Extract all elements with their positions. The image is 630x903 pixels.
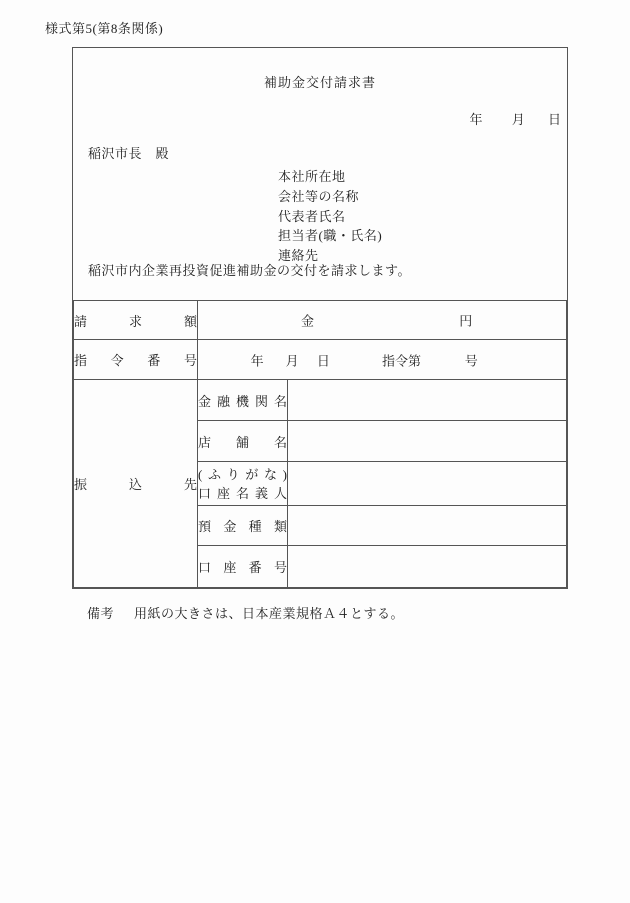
date-line <box>73 112 567 127</box>
field-representative-name: 代表者氏名 <box>278 208 346 224</box>
branch-name-value-cell <box>288 421 567 462</box>
deposit-type-label: 預金種類 <box>198 506 288 546</box>
account-holder-name-label: 口座名義人 <box>198 485 287 501</box>
account-holder-label <box>198 462 288 506</box>
directive-month-label: 月 <box>285 353 299 368</box>
transfer-destination-label: 振込先 <box>74 380 198 588</box>
remarks-label: 備考 <box>87 606 115 621</box>
directive-number-row <box>74 340 567 380</box>
date-day-label: 日 <box>547 112 561 127</box>
directive-day-label: 日 <box>316 353 330 368</box>
directive-suffix-label: 号 <box>464 353 478 368</box>
directive-number-label: 指令番号 <box>74 340 198 380</box>
request-amount-value-cell <box>198 301 567 340</box>
directive-prefix-label: 指令第 <box>382 353 422 368</box>
remarks-text: 用紙の大きさは、日本産業規格Ａ４とする。 <box>134 606 405 621</box>
directive-number-content <box>198 340 566 379</box>
account-number-value-cell <box>288 546 567 588</box>
document-title: 補助金交付請求書 <box>263 75 376 90</box>
request-amount-label: 請求額 <box>74 301 198 340</box>
applicant-fields <box>278 167 382 266</box>
request-amount-content <box>198 301 566 339</box>
directive-number-value-cell <box>198 340 567 380</box>
amount-prefix-label: 金 <box>301 313 315 329</box>
claim-table <box>73 300 567 588</box>
directive-year-label: 年 <box>250 353 264 368</box>
field-head-office-address: 本社所在地 <box>278 169 346 184</box>
bank-name-label: 金融機関名 <box>198 380 288 421</box>
branch-name-label: 店舗名 <box>198 421 288 462</box>
form-header <box>73 48 567 300</box>
field-contact-info: 連絡先 <box>278 248 319 264</box>
deposit-type-value-cell <box>288 506 567 546</box>
furigana-label: (ふりがな) <box>198 466 287 482</box>
remarks-note <box>87 606 404 621</box>
bank-name-row <box>74 380 567 421</box>
amount-unit-label: 円 <box>459 313 473 329</box>
field-contact-person: 担当者(職・氏名) <box>278 228 383 244</box>
form-frame <box>72 47 568 589</box>
account-number-label: 口座番号 <box>198 546 288 588</box>
request-amount-row <box>74 301 567 340</box>
date-month-label: 月 <box>511 112 525 127</box>
account-holder-value-cell <box>288 462 567 506</box>
request-statement: 稲沢市内企業再投資促進補助金の交付を請求します。 <box>88 263 411 278</box>
date-year-label: 年 <box>469 112 483 127</box>
form-number-label: 様式第5(第8条関係) <box>45 21 164 36</box>
recipient-line: 稲沢市長 殿 <box>88 146 170 161</box>
field-company-name: 会社等の名称 <box>278 188 360 204</box>
bank-name-value-cell <box>288 380 567 421</box>
